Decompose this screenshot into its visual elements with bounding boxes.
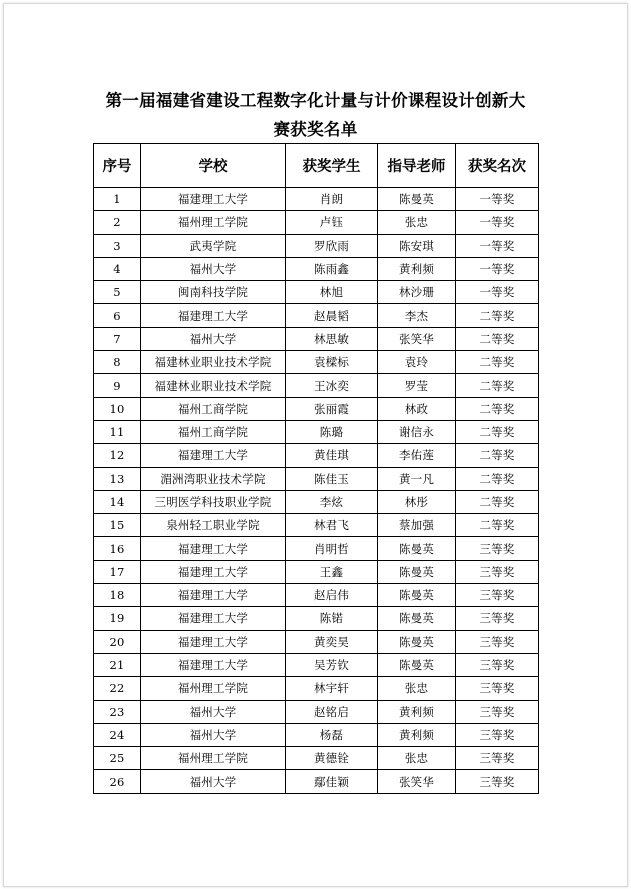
cell-teacher: 张忠 [378,747,456,770]
cell-school: 福州工商学院 [141,397,286,420]
cell-teacher: 林彤 [378,490,456,513]
cell-student: 张丽霞 [286,397,378,420]
cell-student: 林思敏 [286,327,378,350]
cell-student: 林旭 [286,281,378,304]
cell-student: 肖明哲 [286,537,378,560]
cell-school: 福建理工大学 [141,444,286,467]
table-row [94,327,539,350]
cell-school: 福建理工大学 [141,304,286,327]
cell-no: 19 [94,607,141,630]
table-row [94,257,539,280]
cell-teacher: 张笑华 [378,327,456,350]
cell-no: 17 [94,560,141,583]
cell-no: 24 [94,723,141,746]
cell-school: 福州工商学院 [141,420,286,443]
cell-rank: 二等奖 [456,304,539,327]
cell-no: 20 [94,630,141,653]
cell-student: 黄德铨 [286,747,378,770]
cell-no: 22 [94,677,141,700]
cell-school: 福州大学 [141,723,286,746]
cell-rank: 三等奖 [456,653,539,676]
cell-school: 福建理工大学 [141,537,286,560]
cell-student: 李炫 [286,490,378,513]
cell-teacher: 林政 [378,397,456,420]
cell-rank: 二等奖 [456,327,539,350]
cell-no: 9 [94,374,141,397]
header-no: 序号 [94,144,141,188]
cell-teacher: 陈曼英 [378,584,456,607]
cell-no: 23 [94,700,141,723]
cell-rank: 三等奖 [456,770,539,793]
cell-teacher: 李杰 [378,304,456,327]
cell-school: 武夷学院 [141,234,286,257]
table-row [94,584,539,607]
cell-student: 吴芳钦 [286,653,378,676]
cell-student: 赵启伟 [286,584,378,607]
cell-rank: 一等奖 [456,281,539,304]
cell-teacher: 陈曼英 [378,653,456,676]
cell-student: 黄奕昊 [286,630,378,653]
table-row [94,351,539,374]
cell-teacher: 黄利频 [378,257,456,280]
cell-school: 福建林业职业技术学院 [141,374,286,397]
table-row [94,304,539,327]
header-teacher: 指导老师 [378,144,456,188]
cell-school: 福州理工学院 [141,677,286,700]
cell-no: 4 [94,257,141,280]
cell-student: 袁樑标 [286,351,378,374]
cell-rank: 三等奖 [456,677,539,700]
cell-teacher: 陈曼英 [378,560,456,583]
cell-school: 福建林业职业技术学院 [141,351,286,374]
table-row [94,630,539,653]
cell-rank: 二等奖 [456,514,539,537]
cell-teacher: 黄利频 [378,700,456,723]
cell-no: 11 [94,420,141,443]
cell-student: 罗欣雨 [286,234,378,257]
cell-teacher: 黄一凡 [378,467,456,490]
table-row [94,467,539,490]
cell-teacher: 袁玲 [378,351,456,374]
cell-no: 25 [94,747,141,770]
document-title [0,86,631,144]
table-row [94,444,539,467]
cell-no: 12 [94,444,141,467]
cell-rank: 三等奖 [456,537,539,560]
table-row [94,770,539,793]
table-row [94,537,539,560]
cell-teacher: 黄利频 [378,723,456,746]
cell-no: 16 [94,537,141,560]
cell-school: 福州大学 [141,770,286,793]
cell-school: 福州大学 [141,327,286,350]
cell-rank: 二等奖 [456,397,539,420]
cell-rank: 二等奖 [456,351,539,374]
cell-school: 福建理工大学 [141,630,286,653]
cell-school: 福州大学 [141,700,286,723]
header-student: 获奖学生 [286,144,378,188]
cell-rank: 一等奖 [456,188,539,211]
cell-teacher: 陈曼英 [378,188,456,211]
cell-school: 闽南科技学院 [141,281,286,304]
header-school: 学校 [141,144,286,188]
cell-rank: 三等奖 [456,700,539,723]
table-row [94,723,539,746]
cell-student: 陈璐 [286,420,378,443]
cell-no: 18 [94,584,141,607]
cell-rank: 一等奖 [456,257,539,280]
header-rank: 获奖名次 [456,144,539,188]
cell-student: 林宇轩 [286,677,378,700]
cell-teacher: 蔡加强 [378,514,456,537]
cell-teacher: 陈安琪 [378,234,456,257]
cell-teacher: 陈曼英 [378,607,456,630]
cell-student: 赵晨韬 [286,304,378,327]
table-row [94,514,539,537]
cell-no: 10 [94,397,141,420]
cell-teacher: 林沙珊 [378,281,456,304]
cell-no: 6 [94,304,141,327]
cell-student: 肖朗 [286,188,378,211]
table-header-row [94,144,539,188]
cell-rank: 二等奖 [456,467,539,490]
table-row [94,281,539,304]
cell-school: 泉州轻工职业学院 [141,514,286,537]
cell-student: 黄佳琪 [286,444,378,467]
table-row [94,420,539,443]
cell-rank: 一等奖 [456,211,539,234]
cell-no: 8 [94,351,141,374]
cell-rank: 三等奖 [456,607,539,630]
cell-teacher: 李佑莲 [378,444,456,467]
cell-teacher: 张笑华 [378,770,456,793]
table-row [94,397,539,420]
cell-no: 5 [94,281,141,304]
cell-teacher: 谢信永 [378,420,456,443]
cell-student: 林君飞 [286,514,378,537]
cell-no: 2 [94,211,141,234]
cell-no: 14 [94,490,141,513]
table-row [94,211,539,234]
cell-rank: 三等奖 [456,747,539,770]
table-row [94,560,539,583]
cell-no: 26 [94,770,141,793]
cell-rank: 二等奖 [456,444,539,467]
cell-teacher: 罗莹 [378,374,456,397]
table-row [94,700,539,723]
cell-rank: 二等奖 [456,374,539,397]
cell-rank: 三等奖 [456,560,539,583]
table-row [94,653,539,676]
cell-student: 赵铭启 [286,700,378,723]
cell-school: 福建理工大学 [141,560,286,583]
cell-no: 21 [94,653,141,676]
cell-school: 福州理工学院 [141,211,286,234]
table-row [94,747,539,770]
cell-student: 杨磊 [286,723,378,746]
cell-rank: 三等奖 [456,630,539,653]
cell-no: 13 [94,467,141,490]
cell-teacher: 张忠 [378,211,456,234]
title-line-1: 第一届福建省建设工程数字化计量与计价课程设计创新大 [105,91,526,110]
cell-student: 鄢佳颖 [286,770,378,793]
cell-school: 福建理工大学 [141,584,286,607]
cell-teacher: 陈曼英 [378,537,456,560]
table-row [94,374,539,397]
cell-rank: 三等奖 [456,723,539,746]
cell-no: 1 [94,188,141,211]
cell-rank: 三等奖 [456,584,539,607]
cell-student: 王鑫 [286,560,378,583]
table-row [94,677,539,700]
cell-teacher: 陈曼英 [378,630,456,653]
cell-student: 王冰奕 [286,374,378,397]
cell-no: 15 [94,514,141,537]
cell-student: 陈佳玉 [286,467,378,490]
cell-rank: 二等奖 [456,490,539,513]
cell-school: 福州大学 [141,257,286,280]
title-line-2: 赛获奖名单 [273,120,358,139]
cell-student: 陈锘 [286,607,378,630]
cell-student: 陈雨鑫 [286,257,378,280]
cell-school: 福州理工学院 [141,747,286,770]
table-row [94,234,539,257]
cell-school: 福建理工大学 [141,188,286,211]
cell-teacher: 张忠 [378,677,456,700]
cell-no: 7 [94,327,141,350]
cell-no: 3 [94,234,141,257]
cell-school: 三明医学科技职业学院 [141,490,286,513]
award-table [93,143,539,794]
cell-school: 福建理工大学 [141,653,286,676]
table-row [94,188,539,211]
cell-school: 湄洲湾职业技术学院 [141,467,286,490]
table-body [94,188,539,794]
cell-school: 福建理工大学 [141,607,286,630]
table-row [94,607,539,630]
table-row [94,490,539,513]
cell-rank: 二等奖 [456,420,539,443]
cell-student: 卢钰 [286,211,378,234]
cell-rank: 一等奖 [456,234,539,257]
